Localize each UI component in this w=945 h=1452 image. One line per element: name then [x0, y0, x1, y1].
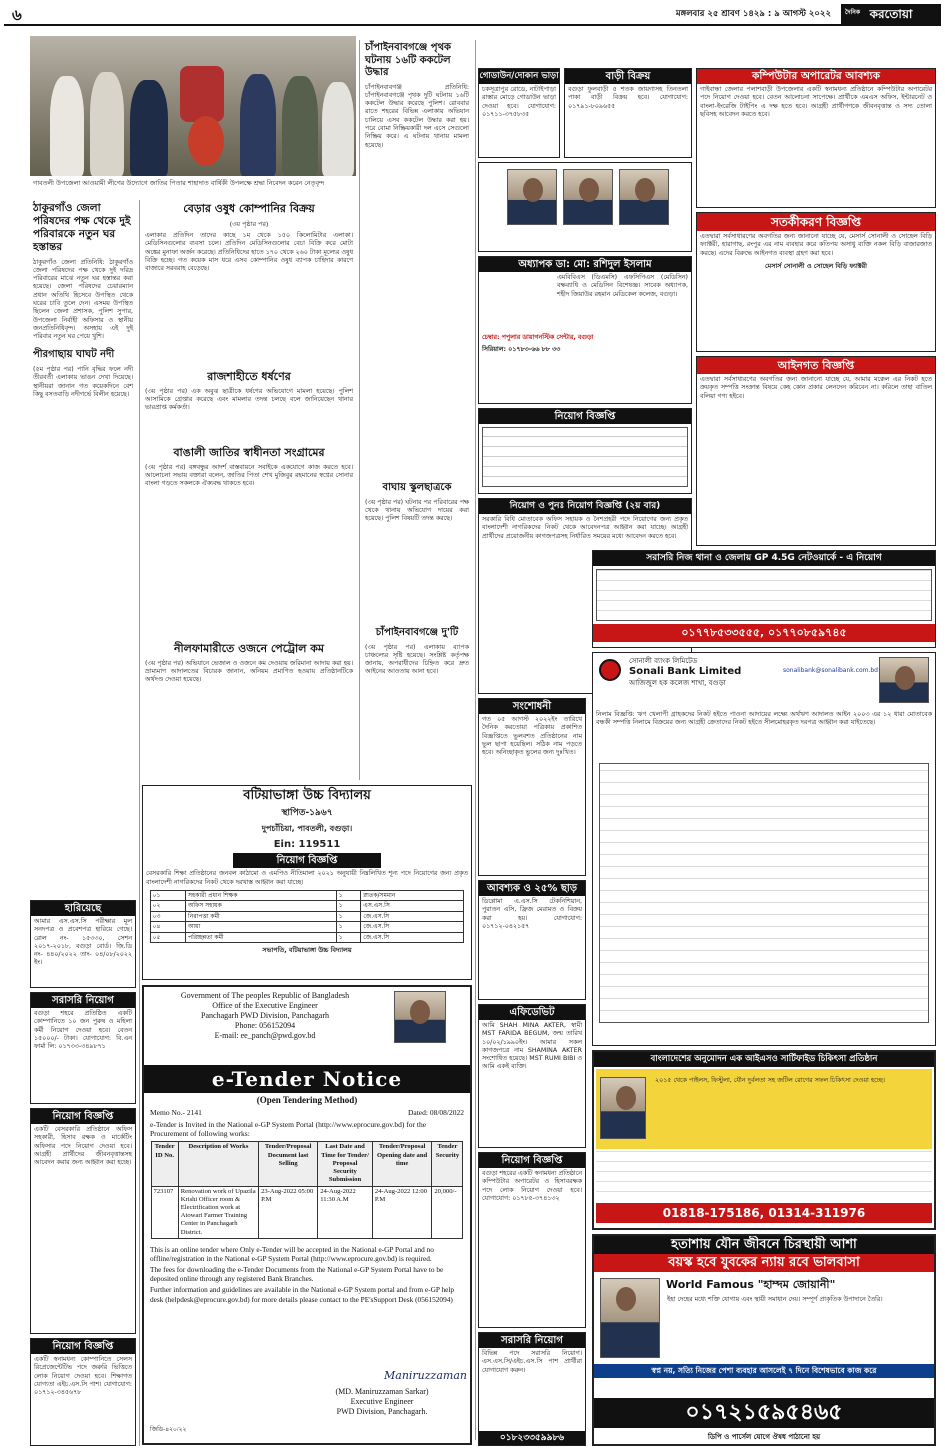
tender-intro: e-Tender is Invited in the National e-GP System Portal (http://www.eprocure.gov.bd) for the Procurement of following works:: [150, 1119, 427, 1138]
bank-email: sonalibank@sonalibank.com.bd: [783, 667, 878, 674]
story-pharma: [142, 200, 356, 366]
clinic-phone: 01818-175186, 01314-311976: [596, 1203, 932, 1223]
story-pharma-body: এলাকার প্রতিদিন তাদের কাছে ১ম থেকে ১৫০ কিলোমিটার এলাকা। মেডিসিনগুলোর ব্যবসা চলে। প্রতিদিন মেডিসিনগুলোর বেচা বিক্রি করে মোটা অঙ্কের মুনাফা অর্জন করেছে। প্রতিনিধিদের হাতে ১৭০ থেকে ২৬০ টাকা মূল্যের ওষুধ বিক্রি হচ্ছে। গত কয়েক মাস ধরে এসব কোম্পানির ওষুধ ব্যাপক চাহিদার কারণে বাজারে সরবরাহ বেড়েছে।: [145, 232, 353, 273]
etender-notice: [142, 985, 472, 1445]
ad-house: [564, 68, 692, 158]
discount-body: ডিপ্লোমা এ.এস.সি টেকনিশিয়ান, পুরাতন এসি, ফ্রিজ মেরামত ও বিক্রয় করা হয়। যোগাযোগ: ০১৭১২-০৪২১৫৭: [482, 898, 582, 930]
page-number: ৬: [12, 6, 22, 24]
school-table-cell: ০৫: [150, 932, 185, 943]
affidavit-title: এফিডেভিট: [479, 1005, 585, 1020]
ad-rent: [478, 68, 560, 158]
tender-memo: Memo No.- 2141: [150, 1108, 202, 1118]
ad-job-1-title: নিয়োগ বিজ্ঞপ্তি: [31, 1109, 135, 1124]
story-cocktail-body: চাঁপাইনবাবগঞ্জ প্রতিনিধি: চাঁপাইনবাবগঞ্জে পৃথক দুটি ঘটনায় ১৬টি ককটেল উদ্ধার করেছে পুলিশ। রোববার রাতে শহরের বিভিন্ন এলাকায় অভিযান চালিয়ে এসব ককটেল উদ্ধার করা হয়। পরে বোমা নিষ্ক্রিয়কারী দল এসে সেগুলো নিষ্ক্রিয় করে। এ ঘটনায় থানায় মামলা হয়েছে।: [365, 83, 469, 149]
correction-body: গত ০৫ আগস্ট ২০২২ইং তারিখে দৈনিক করতোয়া পত্রিকায় প্রকাশিত বিজ্ঞপ্তিতে ভুলবশত প্রতিষ্ঠানের নাম ভুল ছাপা হয়েছিল। সঠিক নাম পড়তে হবে। অনিচ্ছাকৃত ভুলের জন্য দুঃখিত।: [482, 716, 582, 757]
memorial-portrait-3: [619, 169, 669, 225]
tender-pub: জিডি-৪২০/২২: [150, 1427, 187, 1433]
story-bagha-title: বাঘায় স্কুলছাত্রকে: [382, 482, 452, 493]
medicine-world: World Famous "হাম্দম জোয়ানী": [666, 1278, 836, 1291]
school-table-cell: নিরাপত্তা কর্মী: [186, 911, 337, 922]
medicine-phone: ০১৭২১৫৯৫৪৬৫: [594, 1398, 934, 1428]
story-pharma-title: বেড়ার ওষুধ কোম্পানির বিক্রয়: [183, 202, 315, 215]
tender-footer-1: This is an online tender where Only e-Tender will be accepted in the National e-GP Portal and no offline/registration in the National e-GP System Portal (http://www.eprocure.gov.bd) is required.: [150, 1244, 434, 1264]
school-body: বেসরকারি শিক্ষা প্রতিষ্ঠানের জনবল কাঠামো ও এমপিও নীতিমালা ২০২১ অনুযায়ী নিম্নলিখিত শূন্য পদে নিয়োগের জন্য প্রকৃত বাংলাদেশী নাগরিকদের নিকট থেকে দরখাস্ত আহ্বান করা যাচ্ছে।: [146, 870, 468, 886]
story-thakurgaon-title: ঠাকুরগাঁও জেলা পরিষদের পক্ষ থেকে দুই পরিবারকে নতুন ঘর হস্তান্তর: [33, 202, 131, 254]
page-header: [4, 4, 941, 26]
school-table-cell: জে.এস.সি: [361, 911, 464, 922]
clinic-banner: বাংলাদেশের অনুমোদন এক আইএসও সার্টিফাইড চিকিৎসা প্রতিষ্ঠান: [594, 1052, 934, 1067]
ad-sonali-bank: [592, 652, 936, 1046]
school-table-cell: আয়া: [186, 922, 337, 933]
tender-table-cell: 24-Aug-2022 11:30 A.M: [318, 1186, 373, 1238]
job-notice-2-body: সরকারি বিধি মোতাবেক অফিস সহায়ক ও নৈশপ্রহরী পদে নিয়োগের জন্য প্রকৃত বাংলাদেশী নাগরিকদের নিকট থেকে আবেদনপত্র আহ্বান করা যাচ্ছে। আগ্রহী প্রার্থীদের প্রয়োজনীয় কাগজপত্রসহ নির্ধারিত সময়ের মধ্যে আবেদন করতে হবে।: [482, 516, 688, 540]
ad-job-2-title: নিয়োগ বিজ্ঞপ্তি: [31, 1339, 135, 1354]
news-photo: [30, 36, 356, 176]
job-3-body: বগুড়া শহরের একটি স্বনামধন্য প্রতিষ্ঠানে কম্পিউটার অপারেটর ও হিসাবরক্ষক পদে লোক নিয়োগ দেওয়া হবে। যোগাযোগ: ০১৭৮৫-৩৭৪১৩২: [482, 1170, 582, 1202]
computer-title: কম্পিউটার অপারেটর আবশ্যক: [697, 69, 935, 84]
gp-banner: সরাসরি নিজ থানা ও জেলায় GP 4.5G নেটওয়ার্কে - এ নিয়োগ: [593, 551, 935, 566]
school-notice-title: নিয়োগ বিজ্ঞপ্তি: [233, 853, 381, 868]
school-table: [150, 890, 465, 944]
school-table-row: [150, 922, 464, 933]
medicine-body: ইহা দেহের মধ্যে শক্তি যোগায় এবং স্থায়ী সমাধান দেয়। সম্পূর্ণ প্রাকৃতিক উপাদানে তৈরি।: [667, 1296, 883, 1303]
tender-footer-3: Further information and guidelines are available in the National e-GP System portal and from e-GP help desk (helpdesk@eprocure.gov.bd) for more details please contact to the PE'sSupport Desk (056152094): [150, 1285, 455, 1304]
school-table-cell: পরিচ্ছন্নতা কর্মী: [186, 932, 337, 943]
ad-job-3: [478, 1152, 586, 1328]
school-address: দুপচাঁচিয়া, পাবতলী, বগুড়া।: [261, 823, 353, 833]
school-table-cell: ০২: [150, 901, 185, 912]
ad-direct-job-title: সরাসরি নিয়োগ: [31, 993, 135, 1008]
tender-table: [151, 1141, 464, 1239]
story-pharma-sub: (৩য় পৃষ্ঠার পর): [229, 219, 269, 228]
ad-house-title: বাড়ী বিক্রয়: [565, 69, 691, 84]
ad-caution: [696, 212, 936, 352]
ad-house-body: বগুড়া ফুলবাড়ী ৫ শতক জায়গাসহ তিনতলা পাকা বাড়ী বিক্রয় হবে। যোগাযোগ: ০১৭৯১-৮০৯৬৫৫: [568, 86, 688, 110]
school-table-cell: ১: [336, 890, 361, 901]
school-table-cell: সহকারী প্রধান শিক্ষক: [186, 890, 337, 901]
story-thakurgaon-body: ঠাকুরগাঁও জেলা প্রতিনিধি: ঠাকুরগাঁও জেলা পরিষদের পক্ষ থেকে দুই দরিদ্র পরিবারের মাঝে নতুন ঘর হস্তান্তর করা হয়েছে। জেলা পরিষদের চেয়ারম্যান প্রধান অতিথি হিসেবে উপস্থিত থেকে ঘরের চাবি তুলে দেন। এসময় উপস্থিত ছিলেন জেলা প্রশাসক, পুলিশ সুপার, উপজেলা নির্বাহী অফিসার ও স্থানীয় জনপ্রতিনিধিবৃন্দ। অসহায় এই দুই পরিবার নতুন ঘর পেয়ে খুশি।: [33, 258, 133, 341]
school-table-cell: ১: [336, 932, 361, 943]
medicine-footer: ডিপি ও পার্সেল যোগে ঔষধ পাঠানো হয়: [707, 1433, 821, 1442]
ad-job-notice: [478, 408, 692, 494]
logo-text: করতোয়া: [869, 7, 913, 21]
ad-job-1: [30, 1108, 136, 1334]
tender-signer-name: (MD. Maniruzzaman Sarkar): [335, 1387, 429, 1396]
memorial-portrait-1: [507, 169, 557, 225]
tender-date: Dated: 08/08/2022: [407, 1108, 464, 1118]
tender-email: E-mail: ee_panch@pwd.gov.bd: [214, 1031, 316, 1040]
tender-division: Panchagarh PWD Division, Panchagarh: [201, 1011, 329, 1020]
tender-signer-title: Executive Engineer: [350, 1397, 414, 1406]
school-table-cell: ০১: [150, 890, 185, 901]
tender-table-cell: 20,000/-: [432, 1186, 463, 1238]
professor-chamber: চেম্বার: পপুলার ডায়াগনস্টিক সেন্টার, বগুড়া: [482, 334, 594, 341]
medicine-person: [600, 1278, 660, 1358]
tender-col-header: Tender/Proposal Document last Selling: [259, 1142, 318, 1186]
school-table-cell: ১: [336, 911, 361, 922]
school-table-cell: ০৪: [150, 922, 185, 933]
tender-col-header: Tender/Proposal Opening date and time: [372, 1142, 432, 1186]
medicine-tag: স্বপ্ন নয়, সত্যি নিজের পেশা ব্যবহার আসলেই ৭ দিনে বিশেষভাবে কাজ করে: [594, 1364, 934, 1378]
tender-table-cell: 24-Aug-2022 12:00 P.M: [372, 1186, 432, 1238]
direct-2-phone: ০১৮২৩৩৫৯৯৮৬: [479, 1431, 585, 1445]
story-bangali: [142, 444, 356, 638]
ad-affidavit: [478, 1004, 586, 1148]
story-bagha-body: (৩য় পৃষ্ঠার পর) ঘটনার পর পরিবারের পক্ষ থেকে থানায় অভিযোগ দায়ের করা হয়েছে। পুলিশ বিষয়টি তদন্ত করছে।: [365, 498, 469, 523]
bank-bn: সোনালী ব্যাংক লিমিটেড: [629, 657, 698, 665]
ad-job-2: [30, 1338, 136, 1446]
ad-professor: [478, 256, 692, 404]
ad-rent-body: চকসূত্রাপুর রোডে, নাটাইপাড়া রাস্তার মোড়ে গোডাউন ভাড়া দেওয়া হবে। যোগাযোগ: ০১৭১১-৩৭৫৮৩৫: [482, 86, 556, 118]
photo-caption: গাবতলী উপজেলা আওয়ামী লীগের উদ্যোগে জাতির পিতার শাহাদাত বার্ষিকী উপলক্ষে শ্রদ্ধা নিবেদন করেন নেতৃবৃন্দ: [33, 179, 325, 187]
story-chapai: [362, 625, 472, 783]
ad-lost-body: আমার এস.এস.সি পরীক্ষার মূল সনদপত্র ও প্রবেশপত্র হারিয়ে গেছে। রোল নং- ১৫৩৩০, সেশন ২০১৭-২০১৮, বগুড়া বোর্ড। জি.ডি নং- ৪৪০/২০২২ তাং- ০৪/০৮/২০২২ ইং।: [34, 918, 132, 967]
legal-title: আইনগত বিজ্ঞপ্তি: [697, 357, 935, 374]
tender-phone: Phone: 056152094: [234, 1021, 296, 1030]
tender-portrait: [394, 991, 446, 1043]
direct-2-body: বিভিন্ন পদে সরাসরি নিয়োগ। এস.এস.সি/এইচ.এস.সি পাশ প্রার্থীরা যোগাযোগ করুন।: [482, 1350, 582, 1374]
school-table-row: [150, 890, 464, 901]
school-table-row: [150, 932, 464, 943]
ad-lost: [30, 900, 136, 988]
caution-title: সতর্কীকরণ বিজ্ঞপ্তি: [697, 213, 935, 231]
story-rajshahi-body: (৩য় পৃষ্ঠার পর) এক অবুঝ ছাত্রীকে ধর্ষণের অভিযোগে মামলা হয়েছে। পুলিশ আসামিকে গ্রেপ্তার করেছে এবং মামলার তদন্ত চলছে বলে জানিয়েছেন থানার ভারপ্রাপ্ত কর্মকর্তা।: [145, 387, 353, 412]
school-table-cell: ০৩: [150, 911, 185, 922]
school-table-cell: ১: [336, 922, 361, 933]
clinic-doctor: [600, 1077, 646, 1139]
tender-col-header: Description of Works: [178, 1142, 258, 1186]
story-chapai-body: (৩য় পৃষ্ঠার পর) এলাকায় ব্যাপক চাঞ্চল্যের সৃষ্টি হয়েছে। সংশ্লিষ্ট কর্তৃপক্ষ জানায়, অপরাধীদের চিহ্নিত করে দ্রুত আইনের আওতায় আনা হবে।: [365, 643, 469, 676]
story-nilphamari-title: নীলফামারীতে ওজনে পেট্রোল কম: [173, 642, 325, 655]
logo-small: দৈনিক: [845, 9, 861, 16]
ad-school: [142, 785, 472, 980]
ad-memorial: [478, 162, 692, 252]
story-rajshahi-title: রাজশাহীতে ধর্ষণের: [207, 370, 291, 383]
bank-portrait: [879, 657, 929, 703]
tender-table-cell: 723107: [151, 1186, 178, 1238]
professor-phone: সিরিয়াল: ০১৭৮৩-৬৬ ৮৮ ৩৩: [482, 346, 561, 354]
memorial-portrait-2: [563, 169, 613, 225]
story-rajshahi: [142, 368, 356, 442]
story-cocktail: [362, 40, 472, 480]
tender-signer-div: PWD Division, Panchagarh.: [336, 1407, 428, 1416]
bank-logo: [599, 659, 621, 681]
school-ein: Ein: 119511: [273, 839, 341, 851]
school-table-row: [150, 911, 464, 922]
story-chapai-title: চাঁপাইনবাবগঞ্জে দু'টি: [375, 627, 459, 638]
ad-medicine: [592, 1234, 936, 1446]
newspaper-logo: [841, 4, 941, 24]
professor-body: এমবিবিএস (ডিএমসি) এফসিপিএস (মেডিসিন) বক্ষব্যাধি ও মেডিসিন বিশেষজ্ঞ। সাবেক অধ্যাপক, শহীদ জিয়াউর রহমান মেডিকেল কলেজ, বগুড়া।: [557, 274, 688, 298]
ad-discount: [478, 880, 586, 1000]
ad-job-1-body: একটি বেসরকারি প্রতিষ্ঠানে অফিস সহকারী, হিসাব রক্ষক ও মার্কেটিং অফিসার পদে নিয়োগ দেওয়া হবে। আগ্রহী প্রার্থীদের জীবনবৃত্তান্তসহ আবেদন করার জন্য আহ্বান করা হচ্ছে।: [34, 1126, 132, 1167]
ad-direct-job-body: বগুড়া শহরে প্রতিষ্ঠিত একটি কোম্পানিতে ১০ জন পুরুষ ও মহিলা কর্মী নিয়োগ দেওয়া হবে। বেতন ১৫০০০/- টাকা। যোগাযোগ: বি.এন ফার্মা লি: ০১৭৩৩-৩৪৯৮৭১: [34, 1010, 132, 1051]
ad-direct-job: [30, 992, 136, 1104]
direct-2-title: সরাসরি নিয়োগ: [479, 1333, 585, 1348]
clinic-body: ২০১৫ থেকে পাইলস, ফিস্টুলা, যৌন দুর্বলতা সহ জটিল রোগের সফল চিকিৎসা দেওয়া হচ্ছে।: [655, 1077, 885, 1084]
tender-col-header: Last Date and Time for Tender/ Proposal Security Submission: [318, 1142, 373, 1186]
ad-job-2-body: একটি স্বনামধন্য কোম্পানিতে সেলস রিপ্রেজেন্টেটিভ পদে জরুরি ভিত্তিতে লোক নিয়োগ দেওয়া হবে। শিক্ষাগত যোগ্যতা এইচ.এস.সি পাশ। যোগাযোগ: ০১৭১২-৩৪৫৬৭৮: [34, 1356, 132, 1397]
school-table-cell: এস.এস.সি: [361, 901, 464, 912]
bank-branch: আজিজুল হক কলেজ শাখা, বগুড়া: [629, 679, 726, 687]
school-table-cell: জে.এস.সি: [361, 932, 464, 943]
school-table-cell: অফিস সহায়ক: [186, 901, 337, 912]
tender-col-header: Tender ID No.: [151, 1142, 178, 1186]
school-table-cell: ১: [336, 901, 361, 912]
professor-title: অধ্যাপক ডা: মো: রশিদুল ইসলাম: [479, 257, 691, 272]
story-bangali-body: (৩য় পৃষ্ঠার পর) বঙ্গবন্ধুর আদর্শ বাস্তবায়নে সবাইকে একযোগে কাজ করতে হবে। আলোচনা সভায় বক্তারা বলেন, জাতির পিতা শেখ মুজিবুর রহমানের স্বপ্নের সোনার বাংলা গড়তে সকলকে ঐক্যবদ্ধ থাকতে হবে।: [145, 463, 353, 488]
discount-title: আবশ্যক ও ২৫% ছাড়: [479, 881, 585, 896]
ad-gp-network: [592, 550, 936, 648]
computer-body: গাইবান্ধা জেলার পলাশবাড়ী উপজেলার একটি স্বনামধন্য প্রতিষ্ঠানে কম্পিউটার অপারেটর পদে নিয়োগ দেওয়া হবে। বেতন আলোচনা সাপেক্ষে। প্রার্থীকে এমএস অফিস, ইন্টারনেট ও বাংলা-ইংরেজি টাইপিং এ দক্ষ হতে হবে। আগ্রহী প্রার্থীগণকে জীবনবৃত্তান্ত ও সদ্য তোলা ছবিসহ আবেদন করতে হবে।: [700, 86, 932, 118]
ad-rent-title: গোডাউন/দোকান ভাড়া: [479, 69, 559, 84]
school-sign: সভাপতি, বটিয়াভাঙ্গা উচ্চ বিদ্যালয়: [262, 946, 352, 955]
date-line: মঙ্গলবার ২৫ শ্রাবণ ১৪২৯ : ৯ আগস্ট ২০২২: [675, 9, 831, 19]
caution-sign: মেসার্স সোনালী ও সোহেল বিড়ি ফ্যাক্টরী: [765, 261, 867, 270]
tender-col-header: Tender Security: [432, 1142, 463, 1186]
school-table-cell: জে.এস.সি: [361, 922, 464, 933]
school-est: স্থাপিত-১৯৬৭: [281, 808, 333, 819]
affidavit-body: আমি SHAH MINA AKTER, স্বামী MST FARIDA BEGUM, জন্ম তারিখ ১০/০২/১৯৯০ইং। আমার সকল কাগজপত্রে নাম SHAMINA AKTER সংশোধিত হয়েছে। MST RUMI BIBI ও আমি একই ব্যক্তি।: [482, 1022, 582, 1071]
school-table-row: [150, 901, 464, 912]
tender-subtitle: (Open Tendering Method): [256, 1095, 358, 1105]
story-bagha: [362, 480, 472, 620]
ad-direct-2: [478, 1332, 586, 1446]
job-notice-title: নিয়োগ বিজ্ঞপ্তি: [479, 409, 691, 424]
medicine-subtitle: বয়স্ক হবে যুবকের ন্যায় রবে ভালবাসা: [594, 1254, 934, 1272]
ad-legal: [696, 356, 936, 546]
bank-body: নিলাম বিজ্ঞপ্তি: ঋণ খেলাপী গ্রাহকদের নিকট হইতে পাওনা আদায়ের লক্ষ্যে অর্থঋণ আদালত আইন ২০০৩ এর ১২ ধারা মোতাবেক বন্ধকী সম্পত্তি নিলামে বিক্রয়ের জন্য আগ্রহী ক্রেতাদের নিকট হইতে সীলমোহরকৃত দরপত্র আহ্বান করা যাইতেছে।: [596, 711, 932, 727]
tender-table-row: [151, 1186, 463, 1238]
tender-signature: Maniruzzaman: [384, 1369, 467, 1382]
job-notice-2-title: নিয়োগ ও পুনঃ নিয়োগ বিজ্ঞপ্তি (২য় বার): [479, 499, 691, 514]
tender-table-cell: Renovation work of Upazila Krishi Officer room & Electrification work at Atowari Farmer Training Center in Panchagarh District.: [178, 1186, 258, 1238]
tender-office: Office of the Executive Engineer: [212, 1001, 318, 1010]
job-3-title: নিয়োগ বিজ্ঞপ্তি: [479, 1153, 585, 1168]
ad-lost-title: হারিয়েছে: [31, 901, 135, 916]
caution-body: এতদ্বারা সর্বসাধারণের অবগতির জন্য জানানো যাচ্ছে যে, মেসার্স সোনালী ও সোহেল বিড়ি ফ্যাক্টরী, হারাগাছ, রংপুর এর নাম ব্যবহার করে কতিপয় অসাধু ব্যক্তি নকল বিড়ি বাজারজাত করছে। এদের বিরুদ্ধে আইনগত ব্যবস্থা গ্রহণ করা হবে।: [700, 233, 932, 257]
school-table-cell: স্নাতক/সমমান: [361, 890, 464, 901]
medicine-title: হতাশায় যৌন জীবনে চিরস্থায়ী আশা: [594, 1236, 934, 1254]
school-name: বটিয়াভাঙ্গা উচ্চ বিদ্যালয়: [243, 788, 371, 803]
tender-table-cell: 23-Aug-2022 05:00 P.M: [259, 1186, 318, 1238]
story-nilphamari-body: (৩য় পৃষ্ঠার পর) অভিযানে ভেজাল ও ওজনে কম দেওয়ায় জরিমানা আদায় করা হয়। ভ্রাম্যমাণ আদালতের বিচারক জানান, অনিয়ম প্রমাণিত হওয়ায় প্রতিষ্ঠানটিকে অর্থদণ্ড দেওয়া হয়েছে।: [145, 659, 353, 684]
gp-phone: ০১৭৭৮৫৩৩৫৫৫, ০১৭৭০৮৫৯৭৪৫: [593, 624, 935, 642]
story-nilphamari: [142, 640, 356, 782]
ad-clinic: [592, 1050, 936, 1230]
legal-body: এতদ্বারা সর্বসাধারণের অবগতির জন্য জানানো যাচ্ছে যে, আমার মক্কেল এর নিকট হতে ক্রয়কৃত সম্পত্তি সংক্রান্ত বিষয়ে কেহ কোন প্রকার লেনদেন করিবেন না। করিলে তাহা বাতিল বলিয়া গণ্য হইবে।: [700, 376, 932, 400]
story-cocktail-title: চাঁপাইনবাবগঞ্জে পৃথক ঘটনায় ১৬টি ককটেল উদ্ধার: [365, 42, 452, 78]
story-pirgachha-title: পীরগাছায় ঘাঘট নদী: [33, 349, 115, 361]
correction-title: সংশোধনী: [479, 699, 585, 714]
ad-correction: [478, 698, 586, 876]
story-pirgachha-body: (৫ম পৃষ্ঠার পর) পানি বৃদ্ধির ফলে নদী তীরবর্তী এলাকায় ভাঙন দেখা দিয়েছে। স্থানীয়রা জানান গত কয়েকদিনে বেশ কিছু বসতবাড়ি নদীগর্ভে বিলীন হয়েছে।: [33, 365, 133, 398]
tender-title: e-Tender Notice: [144, 1065, 470, 1093]
ad-computer-operator: [696, 68, 936, 208]
tender-footer-2: The fees for downloading the e-Tender Documents from the National e-GP System Portal have to be deposited online through any registered Bank Branches.: [150, 1265, 444, 1284]
tender-gov: Government of The peoples Republic of Bangladesh: [180, 991, 350, 1000]
bank-name: Sonali Bank Limited: [629, 666, 742, 677]
story-thakurgaon: [30, 200, 136, 900]
story-bangali-title: বাঙালী জাতির স্বাধীনতা সংগ্রামের: [173, 446, 325, 459]
